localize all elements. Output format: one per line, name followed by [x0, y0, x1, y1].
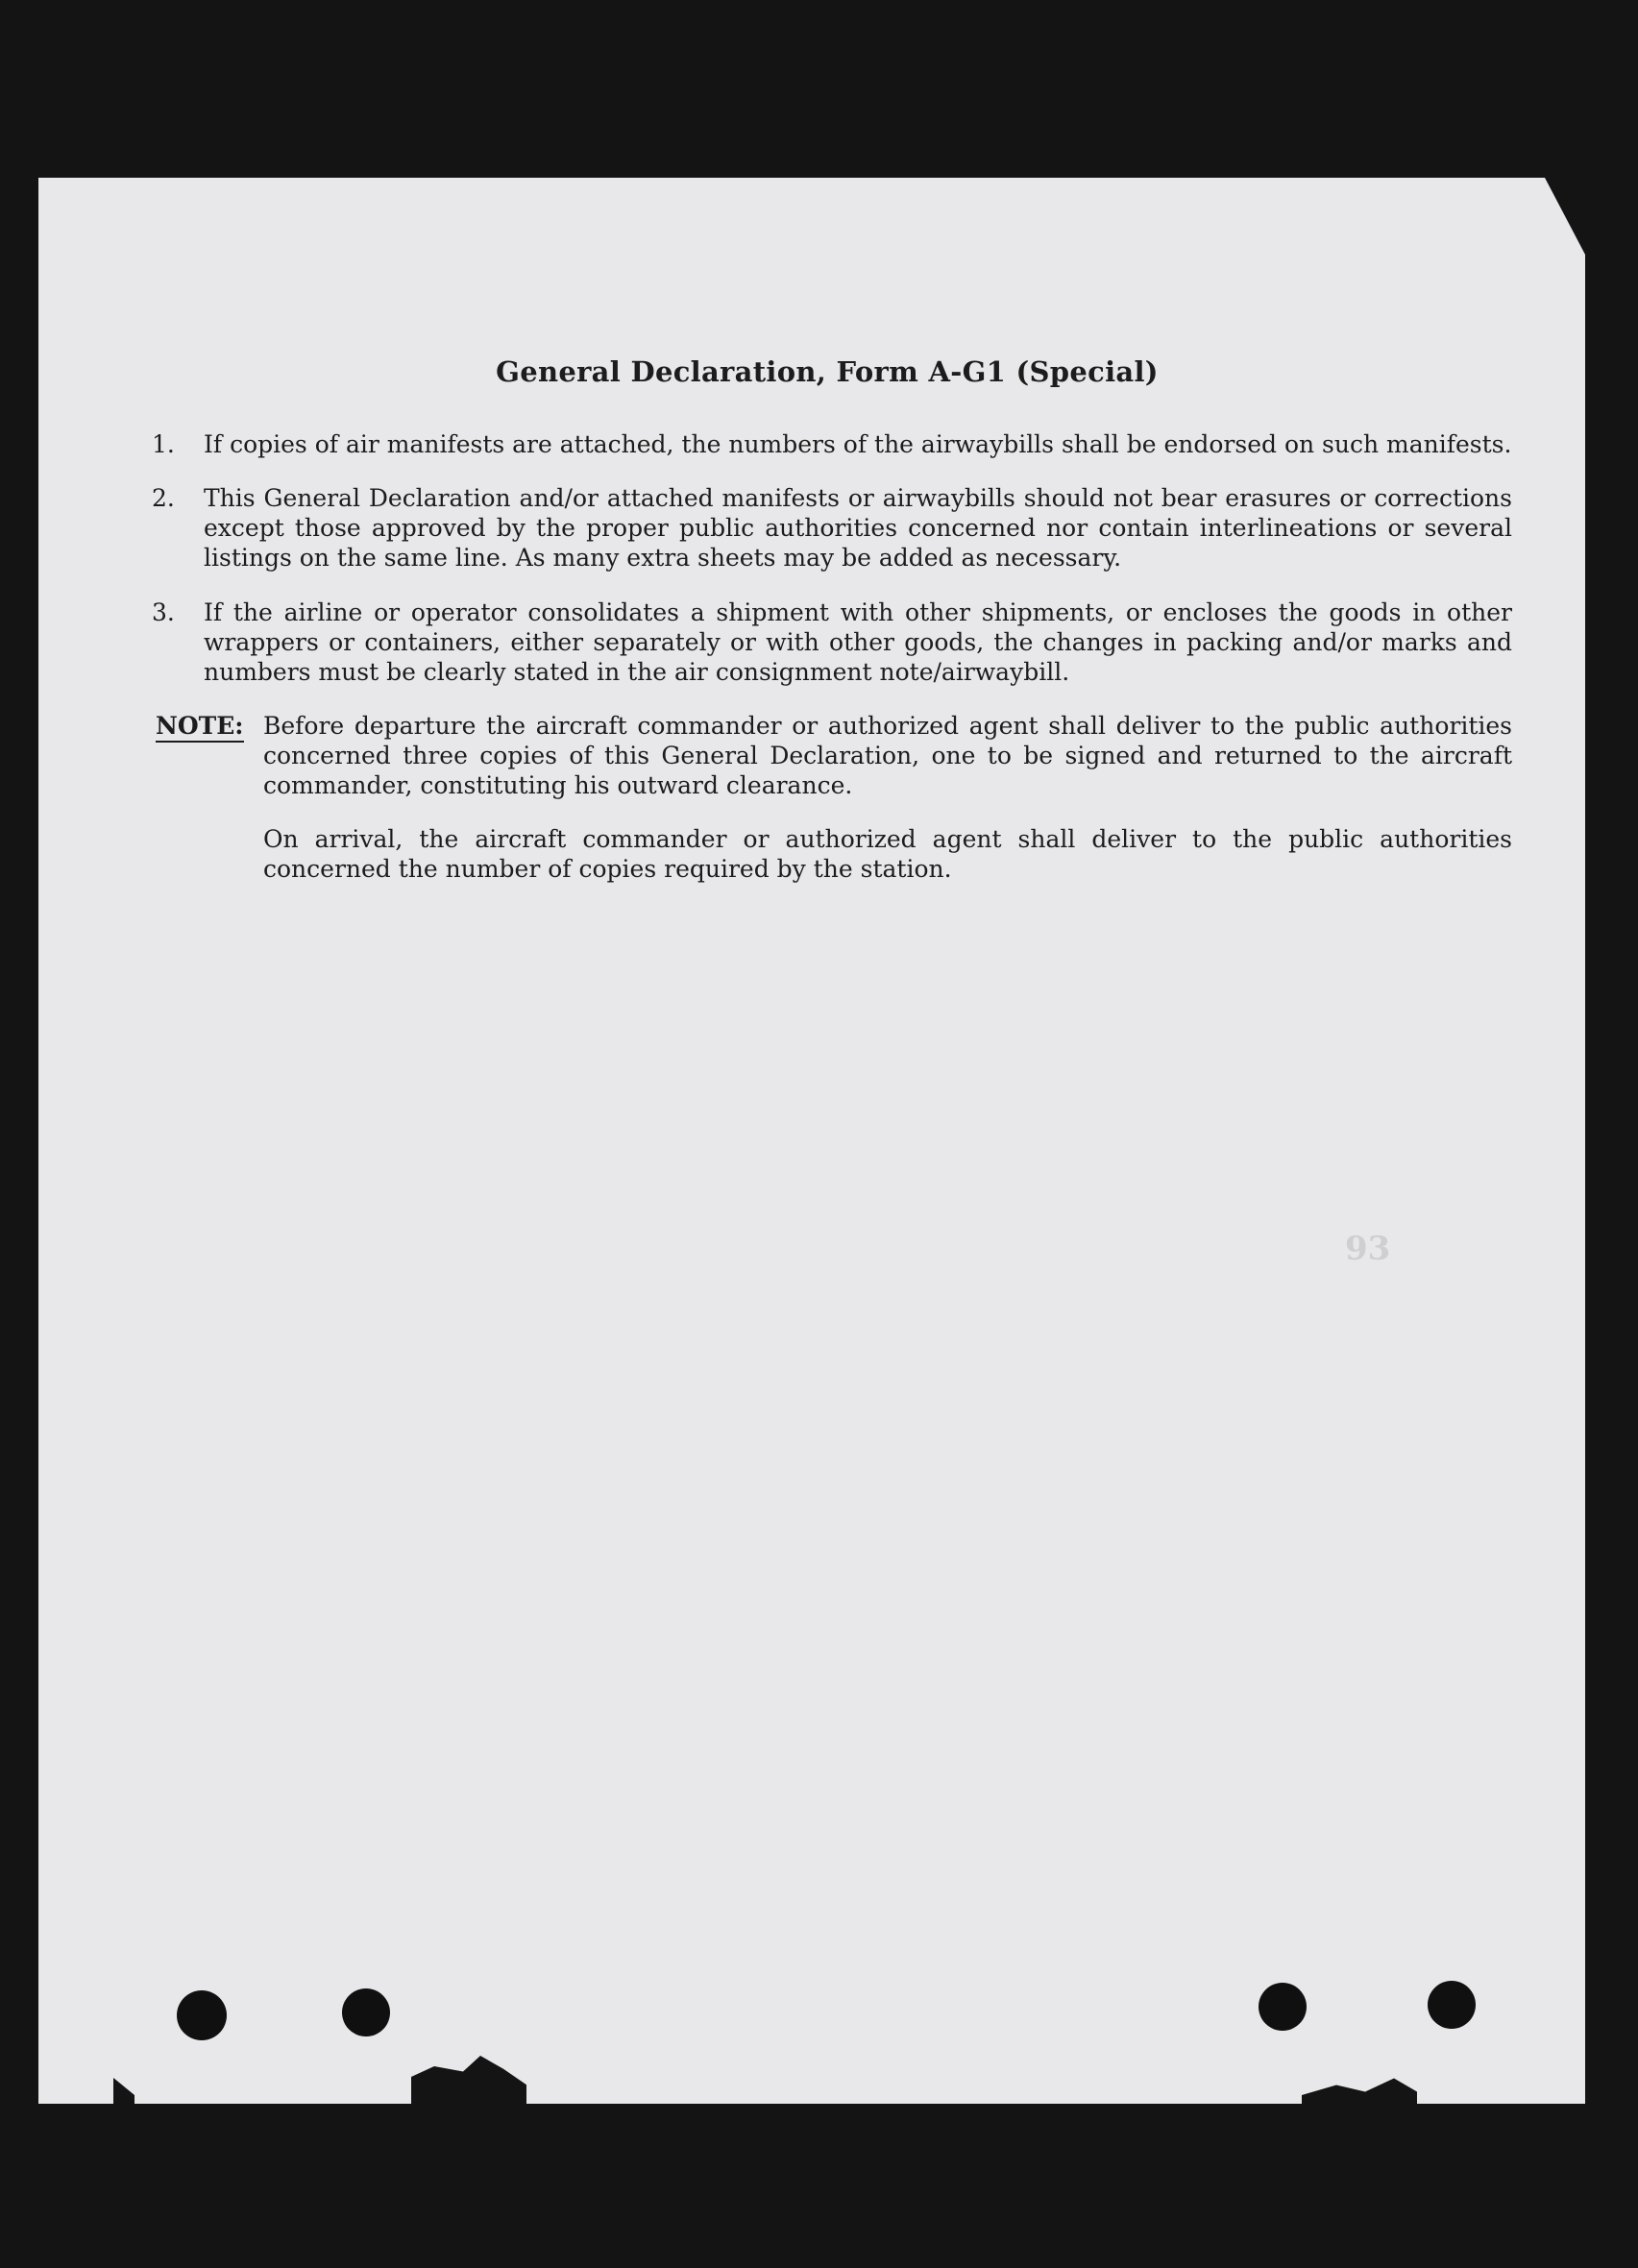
item-3-number: 3.: [152, 598, 175, 626]
page-title: General Declaration, Form A-G1 (Special): [496, 355, 1159, 388]
note-paragraph-1: Before departure the aircraft commander or authorized agent shall deliver to the public authorities concerned three copies of this General Declaration, one to be signed and returned to the aircraft commander, constituting his outward clearance.: [263, 712, 1512, 799]
bleed-through-number: 93: [1345, 1230, 1391, 1268]
item-1-text: If copies of air manifests are attached, the numbers of the airwaybills shall be endorsed on such manifests.: [204, 430, 1512, 458]
note-label: NOTE:: [156, 711, 244, 743]
punch-hole: [342, 1988, 390, 2036]
note-paragraph-2: On arrival, the aircraft commander or authorized agent shall deliver to the public authorities concerned the number of copies required by the station.: [263, 825, 1512, 883]
paper-sheet: [38, 178, 1585, 2104]
punch-hole: [177, 1990, 227, 2040]
punch-hole: [1259, 1983, 1307, 2031]
item-2-text: This General Declaration and/or attached manifests or airwaybills should not bear erasures or corrections except those approved by the proper public authorities concerned nor contain interlineations or several listings on the same line. As many extra sheets may be added as necessary.: [204, 484, 1512, 572]
item-3-text: If the airline or operator consolidates a shipment with other shipments, or encloses the goods in other wrappers or containers, either separately or with other goods, the changes in packing and/or marks and numbers must be clearly stated in the air consignment note/airwaybill.: [204, 598, 1512, 686]
punch-hole: [1428, 1981, 1476, 2029]
item-2-number: 2.: [152, 484, 175, 512]
item-1-number: 1.: [152, 430, 175, 458]
